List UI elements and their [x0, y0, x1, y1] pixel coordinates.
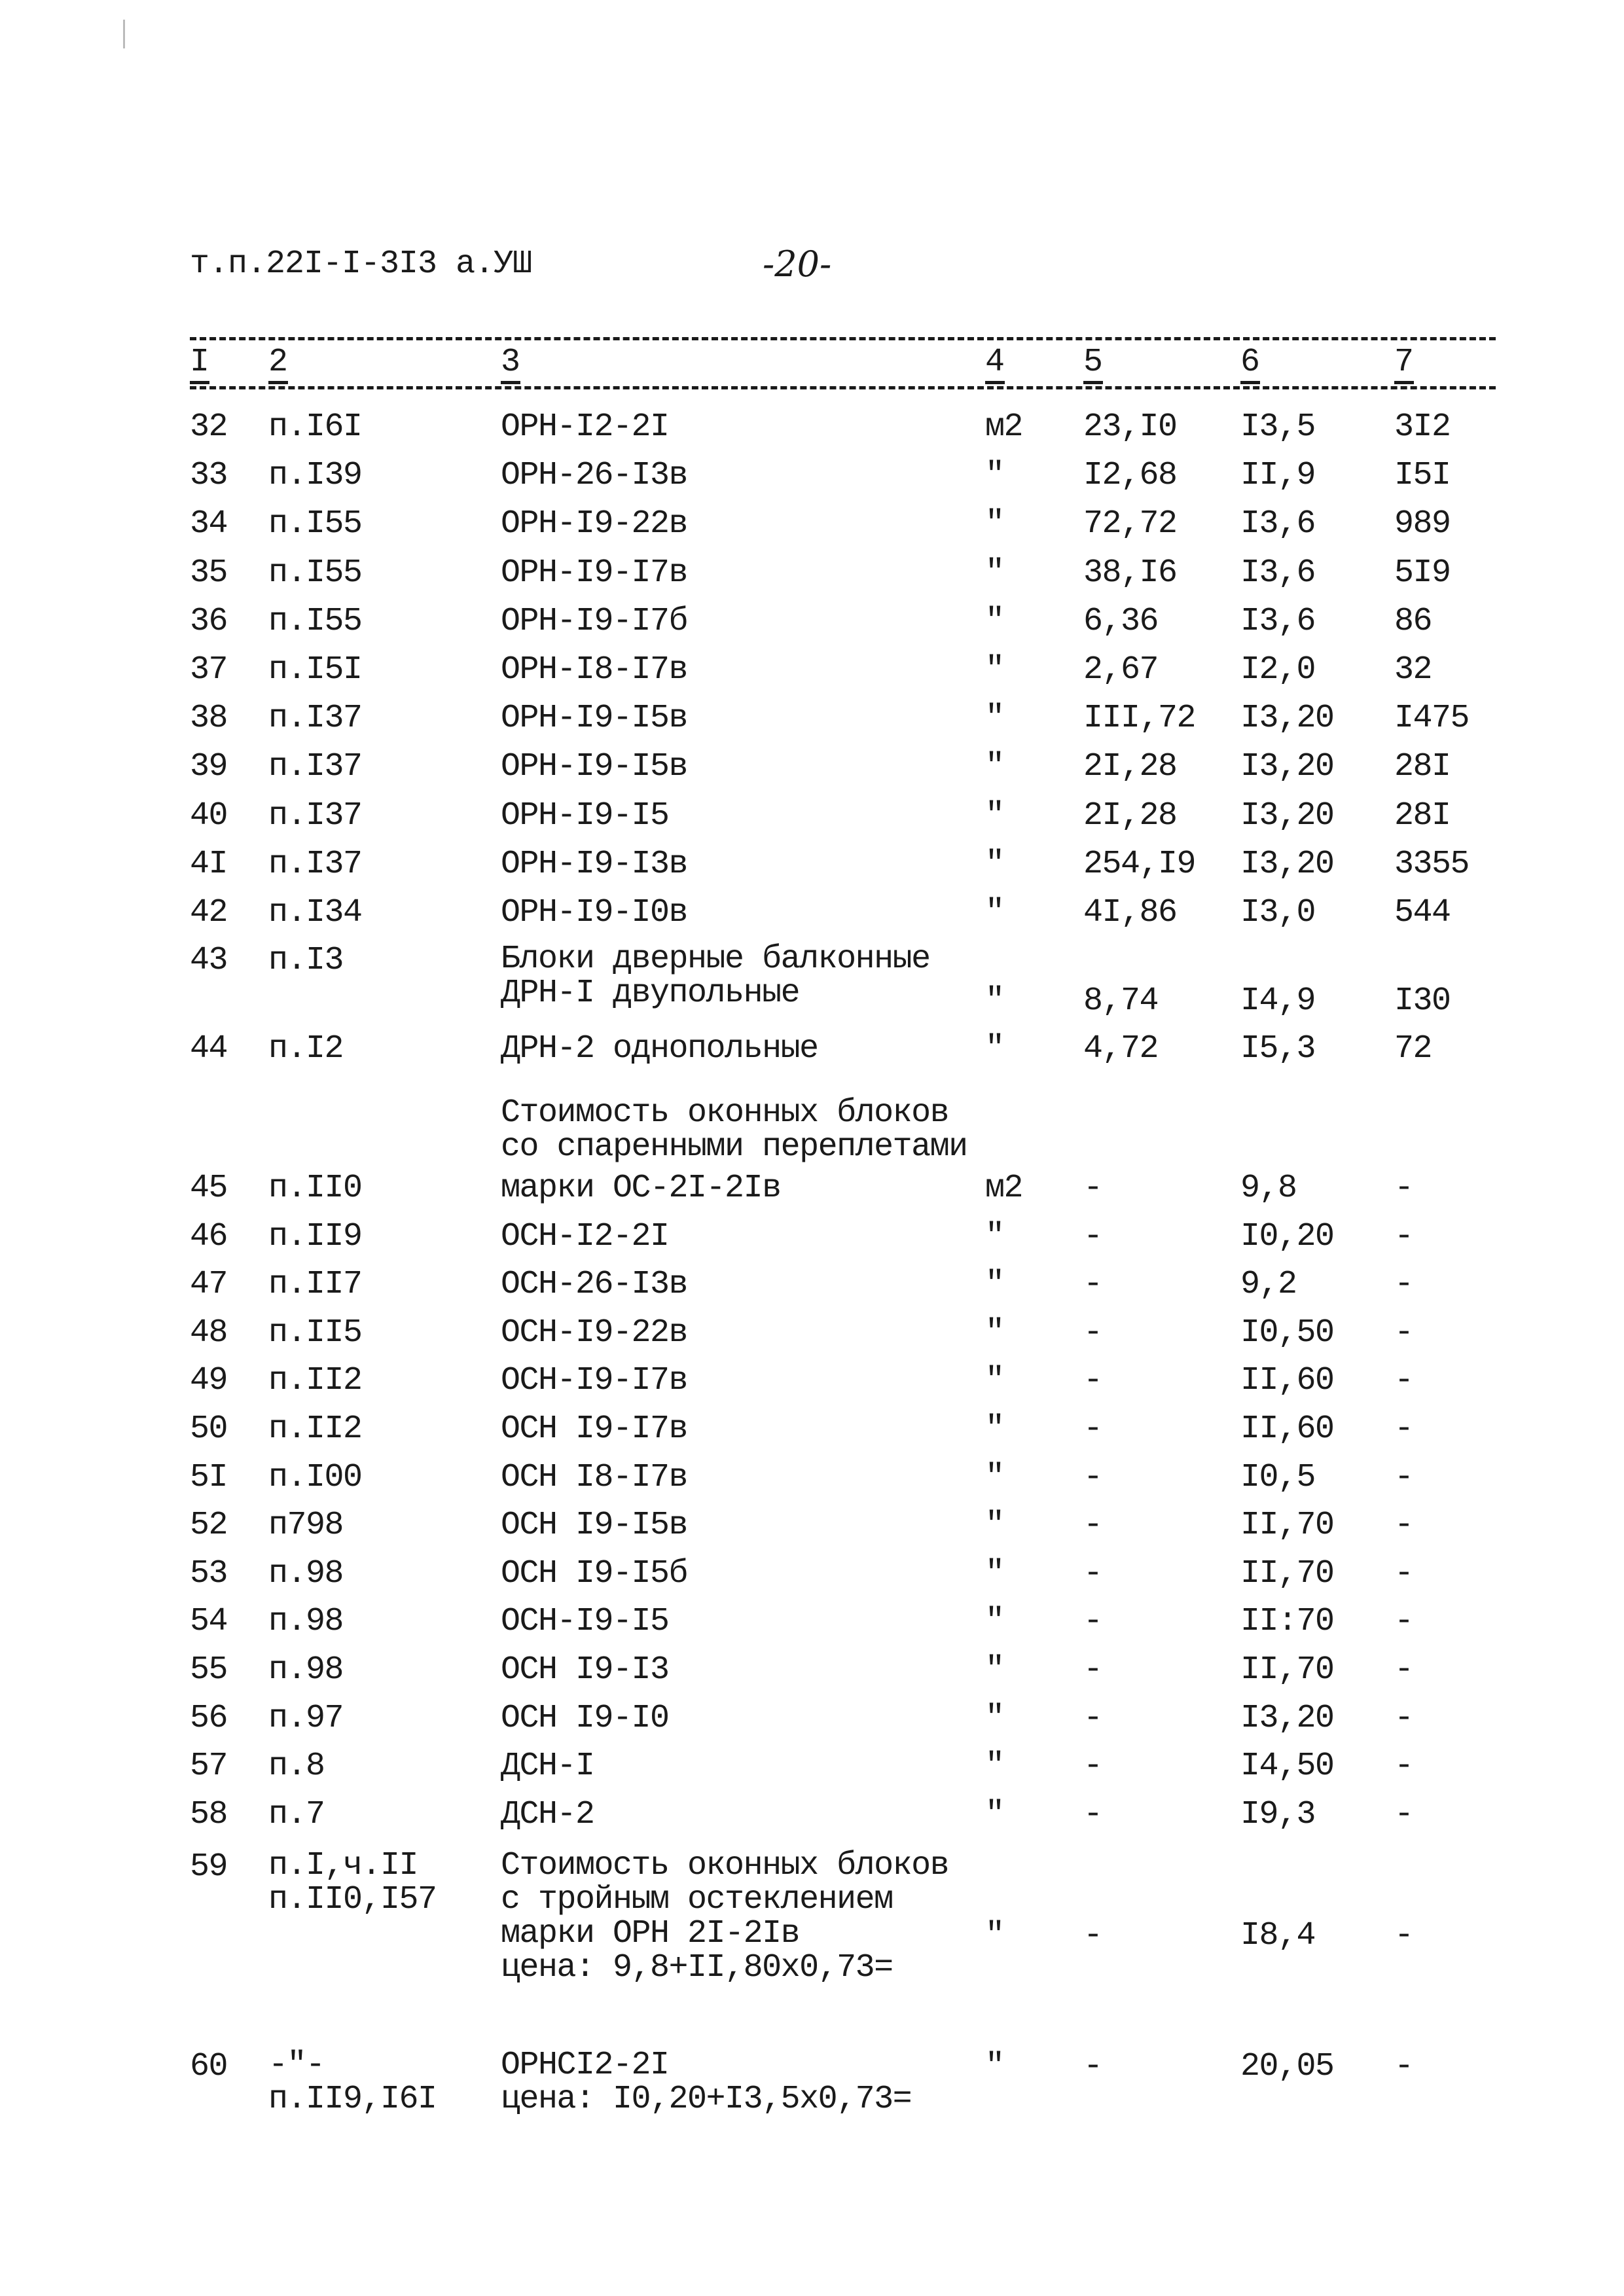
row-price: I2,0	[1240, 651, 1316, 689]
table-row	[0, 603, 1624, 649]
row-sum: -	[1394, 1917, 1413, 1954]
row-quantity: -	[1083, 1795, 1102, 1833]
row-sum: 86	[1394, 602, 1432, 640]
row-unit: "	[985, 1603, 1004, 1641]
row-reference: п.I55	[268, 505, 362, 543]
row-unit: "	[985, 748, 1004, 786]
row-quantity: -	[1083, 1458, 1102, 1496]
header-bottom-rule	[190, 386, 1496, 389]
row-sum: -	[1394, 1507, 1413, 1545]
table-row	[0, 1556, 1624, 1602]
row-reference: п.I39	[268, 457, 362, 495]
column-header-7: 7	[1394, 344, 1414, 381]
row-number: 48	[190, 1314, 228, 1352]
table-row	[0, 1170, 1624, 1216]
column-header-4: 4	[985, 344, 1005, 381]
row-reference: п798	[268, 1507, 344, 1545]
row-price: I3,0	[1240, 894, 1316, 931]
row-reference: п.I37	[268, 845, 362, 883]
row-price: I4,50	[1240, 1748, 1334, 1785]
row-number: 38	[190, 700, 228, 738]
row-reference: п.II7	[268, 1266, 362, 1304]
row-quantity: III,72	[1083, 700, 1196, 738]
row-sum: -	[1394, 1699, 1413, 1737]
row-number: 42	[190, 894, 228, 931]
row-sum: 32	[1394, 651, 1432, 689]
table-row	[0, 1700, 1624, 1746]
row-price: II,70	[1240, 1651, 1334, 1689]
row-price: I3,20	[1240, 797, 1334, 834]
table-row	[0, 506, 1624, 552]
row-quantity: 2I,28	[1083, 748, 1177, 786]
table-row	[0, 1315, 1624, 1361]
row-quantity: -	[1083, 1748, 1102, 1785]
table-row-59	[0, 1849, 1624, 1993]
row-price: I3,20	[1240, 700, 1334, 738]
row-name: ОРН-I9-22в	[501, 505, 688, 543]
table-top-rule	[190, 337, 1496, 340]
column-header-6: 6	[1240, 344, 1260, 381]
row-reference: -"- п.II9,I6I	[268, 2047, 437, 2118]
row-sum: 28I	[1394, 748, 1451, 786]
row-number: 5I	[190, 1458, 228, 1496]
row-sum: -	[1394, 1651, 1413, 1689]
table-row	[0, 652, 1624, 698]
row-sum: 544	[1394, 894, 1451, 931]
row-quantity: -	[1083, 1699, 1102, 1737]
row-unit: "	[985, 505, 1004, 543]
row-name: ОРНСI2-2I цена: I0,20+I3,5х0,73=	[501, 2047, 912, 2118]
row-number: 45	[190, 1170, 228, 1207]
row-sum: 5I9	[1394, 554, 1451, 592]
row-unit: "	[985, 845, 1004, 883]
table-row-44	[0, 1031, 1624, 1077]
row-name: ОСН I9-I5в	[501, 1507, 688, 1545]
row-price: II,60	[1240, 1410, 1334, 1448]
table-row	[0, 1652, 1624, 1698]
row-sum: I30	[1394, 982, 1451, 1020]
row-quantity: -	[1083, 1266, 1102, 1304]
row-reference: п.I55	[268, 602, 362, 640]
row-price: I3,20	[1240, 748, 1334, 786]
row-number: 33	[190, 457, 228, 495]
row-number: 34	[190, 505, 228, 543]
row-unit: "	[985, 1410, 1004, 1448]
row-unit: м2	[985, 1170, 1023, 1207]
row-name: Стоимость оконных блоков с тройным остеклением марки ОРН 2I-2Iв цена: 9,8+II,80х0,73=	[501, 1847, 949, 1986]
row-unit: "	[985, 700, 1004, 738]
table-row	[0, 1460, 1624, 1505]
row-name: марки ОС-2I-2Iв	[501, 1170, 781, 1207]
row-unit: "	[985, 894, 1004, 931]
row-price: II,70	[1240, 1507, 1334, 1545]
row-number: 57	[190, 1748, 228, 1785]
row-unit: "	[985, 554, 1004, 592]
row-price: I4,9	[1240, 982, 1316, 1020]
row-price: I9,3	[1240, 1795, 1316, 1833]
row-name: ОСН I8-I7в	[501, 1458, 688, 1496]
row-price: I0,20	[1240, 1217, 1334, 1255]
row-price: I3,6	[1240, 554, 1316, 592]
row-name: ОРН-I8-I7в	[501, 651, 688, 689]
row-price: 20,05	[1240, 2048, 1334, 2085]
row-name: ОРН-26-I3в	[501, 457, 688, 495]
row-name: ДСН-2	[501, 1795, 594, 1833]
row-unit: "	[985, 797, 1004, 834]
row-unit: "	[985, 457, 1004, 495]
row-reference: п.I37	[268, 700, 362, 738]
row-sum: -	[1394, 1217, 1413, 1255]
row-name: ОРН-I9-I5в	[501, 700, 688, 738]
row-name: ОСН I9-I7в	[501, 1410, 688, 1448]
row-unit: "	[985, 651, 1004, 689]
row-number: 47	[190, 1266, 228, 1304]
row-sum: 72	[1394, 1030, 1432, 1067]
row-number: 39	[190, 748, 228, 786]
row-reference: п.97	[268, 1699, 344, 1737]
table-row-60	[0, 2049, 1624, 2127]
table-row	[0, 798, 1624, 844]
table-row	[0, 749, 1624, 795]
row-number: 40	[190, 797, 228, 834]
row-price: I3,6	[1240, 505, 1316, 543]
row-name: ОСН-26-I3в	[501, 1266, 688, 1304]
row-sum: -	[1394, 1458, 1413, 1496]
row-reference: п.7	[268, 1795, 325, 1833]
row-unit: "	[985, 1217, 1004, 1255]
row-unit: "	[985, 1748, 1004, 1785]
row-reference: п.II5	[268, 1314, 362, 1352]
row-reference: п.I34	[268, 894, 362, 931]
row-price: I3,6	[1240, 602, 1316, 640]
row-reference: п.98	[268, 1603, 344, 1641]
row-quantity: 72,72	[1083, 505, 1177, 543]
row-unit: "	[985, 1795, 1004, 1833]
row-number: 36	[190, 602, 228, 640]
section-heading-text: Стоимость оконных блоков со спаренными переплетами	[501, 1094, 967, 1166]
row-sum: 28I	[1394, 797, 1451, 834]
table-row	[0, 1219, 1624, 1265]
row-sum: -	[1394, 1795, 1413, 1833]
row-quantity: 8,74	[1083, 982, 1159, 1020]
row-reference: п.I37	[268, 748, 362, 786]
row-price: II,9	[1240, 457, 1316, 495]
row-price: I3,5	[1240, 408, 1316, 446]
row-sum: I5I	[1394, 457, 1451, 495]
row-price: II:70	[1240, 1603, 1334, 1641]
table-row	[0, 1748, 1624, 1794]
row-unit: "	[985, 602, 1004, 640]
row-name: ОСН I9-I0	[501, 1699, 669, 1737]
column-header-3: 3	[501, 344, 520, 381]
document-reference: т.п.22I-I-3I3 а.УШ	[190, 245, 532, 283]
row-number: 54	[190, 1603, 228, 1641]
row-quantity: 23,I0	[1083, 408, 1177, 446]
row-sum: 3355	[1394, 845, 1470, 883]
row-unit: "	[985, 1917, 1004, 1954]
row-sum: -	[1394, 1554, 1413, 1592]
row-reference: п.I,ч.II п.II0,I57	[268, 1847, 437, 1918]
row-quantity: -	[1083, 1603, 1102, 1641]
row-unit: "	[985, 2048, 1004, 2085]
row-name: ОСН I9-I3	[501, 1651, 669, 1689]
row-reference: п.I3	[268, 942, 344, 979]
row-price: 9,8	[1240, 1170, 1297, 1207]
row-reference: п.II2	[268, 1410, 362, 1448]
row-sum: -	[1394, 1266, 1413, 1304]
row-reference: п.I2	[268, 1030, 344, 1067]
table-row	[0, 1266, 1624, 1312]
row-price: II,60	[1240, 1362, 1334, 1400]
row-quantity: I2,68	[1083, 457, 1177, 495]
table-row	[0, 700, 1624, 746]
column-header-5: 5	[1083, 344, 1103, 381]
row-sum: I475	[1394, 700, 1470, 738]
row-reference: п.II0	[268, 1170, 362, 1207]
row-sum: -	[1394, 2048, 1413, 2085]
row-sum: -	[1394, 1362, 1413, 1400]
row-quantity: -	[1083, 1170, 1102, 1207]
table-row	[0, 1363, 1624, 1408]
row-unit: м2	[985, 408, 1023, 446]
row-reference: п.98	[268, 1651, 344, 1689]
row-number: 43	[190, 942, 228, 979]
row-number: 59	[190, 1848, 228, 1886]
row-reference: п.I6I	[268, 408, 362, 446]
row-name: ОРН-I9-I5	[501, 797, 669, 834]
row-quantity: -	[1083, 1410, 1102, 1448]
table-row	[0, 895, 1624, 941]
table-row	[0, 1507, 1624, 1553]
row-unit: "	[985, 1030, 1004, 1067]
table-row-43	[0, 942, 1624, 1021]
row-unit: "	[985, 1554, 1004, 1592]
section-heading	[0, 1096, 1624, 1168]
row-number: 32	[190, 408, 228, 446]
row-price: I0,50	[1240, 1314, 1334, 1352]
row-price: I8,4	[1240, 1917, 1316, 1954]
row-name: Блоки дверные балконные ДРН-I двупольные	[501, 941, 930, 1012]
row-quantity: -	[1083, 1917, 1102, 1954]
row-quantity: -	[1083, 1651, 1102, 1689]
scan-mark	[123, 20, 125, 48]
row-quantity: 2I,28	[1083, 797, 1177, 834]
table-row	[0, 1797, 1624, 1842]
row-reference: п.I37	[268, 797, 362, 834]
row-number: 35	[190, 554, 228, 592]
row-number: 4I	[190, 845, 228, 883]
row-sum: 989	[1394, 505, 1451, 543]
row-reference: п.I55	[268, 554, 362, 592]
row-price: II,70	[1240, 1554, 1334, 1592]
row-reference: п.I5I	[268, 651, 362, 689]
row-sum: -	[1394, 1314, 1413, 1352]
row-reference: п.II9	[268, 1217, 362, 1255]
row-name: ОСН I9-I5б	[501, 1554, 688, 1592]
row-number: 46	[190, 1217, 228, 1255]
row-name: ОРН-I9-I0в	[501, 894, 688, 931]
row-number: 60	[190, 2048, 228, 2085]
row-quantity: 254,I9	[1083, 845, 1196, 883]
row-reference: п.98	[268, 1554, 344, 1592]
page-number: -20-	[763, 243, 832, 285]
row-quantity: -	[1083, 1217, 1102, 1255]
row-unit: "	[985, 1314, 1004, 1352]
row-name: ДРН-2 однопольные	[501, 1030, 818, 1067]
row-number: 58	[190, 1795, 228, 1833]
row-name: ОСН-I2-2I	[501, 1217, 669, 1255]
row-price: I3,20	[1240, 845, 1334, 883]
row-quantity: 4,72	[1083, 1030, 1159, 1067]
column-header-2: 2	[268, 344, 288, 381]
row-quantity: 6,36	[1083, 602, 1159, 640]
row-quantity: -	[1083, 1554, 1102, 1592]
row-reference: п.I00	[268, 1458, 362, 1496]
row-quantity: -	[1083, 1314, 1102, 1352]
row-number: 37	[190, 651, 228, 689]
row-unit: "	[985, 1699, 1004, 1737]
row-name: ОСН-I9-I7в	[501, 1362, 688, 1400]
row-quantity: -	[1083, 1362, 1102, 1400]
row-sum: -	[1394, 1748, 1413, 1785]
row-quantity: 38,I6	[1083, 554, 1177, 592]
row-price: I5,3	[1240, 1030, 1316, 1067]
row-quantity: -	[1083, 1507, 1102, 1545]
row-unit: "	[985, 1362, 1004, 1400]
row-reference: п.8	[268, 1748, 325, 1785]
row-sum: 3I2	[1394, 408, 1451, 446]
row-number: 52	[190, 1507, 228, 1545]
row-name: ОСН-I9-22в	[501, 1314, 688, 1352]
row-price: I3,20	[1240, 1699, 1334, 1737]
row-sum: -	[1394, 1170, 1413, 1207]
row-number: 50	[190, 1410, 228, 1448]
table-row	[0, 1604, 1624, 1649]
row-price: 9,2	[1240, 1266, 1297, 1304]
table-row	[0, 457, 1624, 503]
row-number: 55	[190, 1651, 228, 1689]
table-row	[0, 555, 1624, 601]
row-number: 44	[190, 1030, 228, 1067]
row-number: 49	[190, 1362, 228, 1400]
row-name: ОРН-I9-I3в	[501, 845, 688, 883]
row-unit: "	[985, 1651, 1004, 1689]
row-name: ДСН-I	[501, 1748, 594, 1785]
row-name: ОРН-I9-I7б	[501, 602, 688, 640]
row-price: I0,5	[1240, 1458, 1316, 1496]
row-quantity: -	[1083, 2048, 1102, 2085]
row-unit: "	[985, 982, 1004, 1020]
row-sum: -	[1394, 1603, 1413, 1641]
row-name: ОСН-I9-I5	[501, 1603, 669, 1641]
row-unit: "	[985, 1507, 1004, 1545]
row-number: 56	[190, 1699, 228, 1737]
table-row	[0, 1411, 1624, 1457]
row-quantity: 2,67	[1083, 651, 1159, 689]
table-row	[0, 846, 1624, 892]
row-sum: -	[1394, 1410, 1413, 1448]
row-name: ОРН-I9-I5в	[501, 748, 688, 786]
row-name: ОРН-I2-2I	[501, 408, 669, 446]
row-reference: п.II2	[268, 1362, 362, 1400]
row-name: ОРН-I9-I7в	[501, 554, 688, 592]
table-row	[0, 409, 1624, 455]
row-number: 53	[190, 1554, 228, 1592]
row-unit: "	[985, 1458, 1004, 1496]
row-unit: "	[985, 1266, 1004, 1304]
column-header-1: I	[190, 344, 209, 381]
row-quantity: 4I,86	[1083, 894, 1177, 931]
